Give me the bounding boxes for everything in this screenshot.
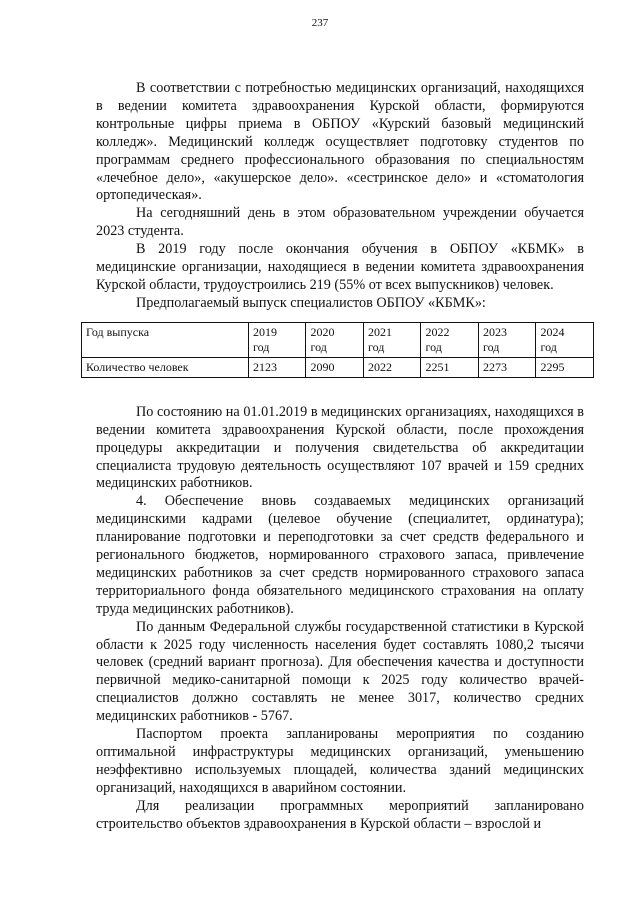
graduates-table: [81, 322, 594, 378]
page-number: 237: [311, 17, 329, 29]
paragraph-admission-targets: В соответствии с потребностью медицинских организаций, находящихся в ведении комитета здравоохранения Курской области, формируются контрольные цифры приема в ОБПОУ «Курский базовый медицинский колледж». Медицинский колледж осуществляет подготовку студентов по программам среднего профессионального образования по специальностям «лечебное дело», «акушерское дело». «сестринское дело» и «стоматология ортопедическая».: [96, 80, 584, 204]
table-header-label: Год выпуска: [82, 322, 249, 357]
table-count-cell: 2090: [306, 357, 364, 377]
table-count-cell: 2273: [478, 357, 536, 377]
table-year-cell: 2022 год: [421, 322, 479, 357]
paragraph-graduates-employed: В 2019 году после окончания обучения в ОБПОУ «КБМК» в медицинские организации, находящиеся в ведении комитета здравоохранения Курской области, трудоустроились 219 (55% от всех выпускников) человек.: [96, 241, 584, 293]
table-count-cell: 2295: [536, 357, 594, 377]
table-count-cell: 2123: [248, 357, 306, 377]
table-count-cell: 2022: [363, 357, 421, 377]
table-year-cell: 2019 год: [248, 322, 306, 357]
paragraph-student-count: На сегодняшний день в этом образовательном учреждении обучается 2023 студента.: [96, 205, 584, 240]
table-row: [82, 357, 594, 377]
table-count-cell: 2251: [421, 357, 479, 377]
paragraph-infrastructure: Паспортом проекта запланированы мероприятия по созданию оптимальной инфраструктуры медицинских организаций, уменьшению неэффективно используемых площадей, количества зданий медицинских организаций, находящихся в аварийном состоянии.: [96, 726, 584, 796]
paragraph-population-forecast: По данным Федеральной службы государственной статистики в Курской области к 2025 году численность населения будет составлять 1080,2 тысячи человек (средний вариант прогноза). Для обеспечения качества и доступности первичной медико-санитарной помощи к 2025 году количество врачей-специалистов должно составлять не менее 3017, количество средних медицинских работников - 5767.: [96, 618, 584, 725]
table-header-row: [82, 322, 594, 357]
document-body: [86, 80, 584, 834]
paragraph-accreditation: По состоянию на 01.01.2019 в медицинских организациях, находящихся в ведении комитета здравоохранения Курской области, после прохождения процедуры аккредитации и получения свидетельства об аккредитации специалиста трудовую деятельность осуществляют 107 врачей и 159 средних медицинских работников.: [96, 403, 584, 492]
table-year-cell: 2023 год: [478, 322, 536, 357]
table-year-cell: 2024 год: [536, 322, 594, 357]
paragraph-table-caption: Предполагаемый выпуск специалистов ОБПОУ «КБМК»:: [136, 294, 486, 311]
table-year-cell: 2021 год: [363, 322, 421, 357]
table-row-label: Количество человек: [82, 357, 249, 377]
paragraph-staffing-measures: 4. Обеспечение вновь создаваемых медицинских организаций медицинскими кадрами (целевое обучение (специалитет, ординатура); планирование подготовки и переподготовки за счет средств федерального и регионального бюджетов, нормированного страхового запаса, привлечение медицинских работников за счет средств нормированного страхового запаса территориального фонда обязательного медицинского страхования на оплату труда медицинских работников).: [96, 493, 584, 617]
table-year-cell: 2020 год: [306, 322, 364, 357]
paragraph-construction: Для реализации программных мероприятий запланировано строительство объектов здравоохранения в Курской области – взрослой и: [96, 797, 584, 832]
